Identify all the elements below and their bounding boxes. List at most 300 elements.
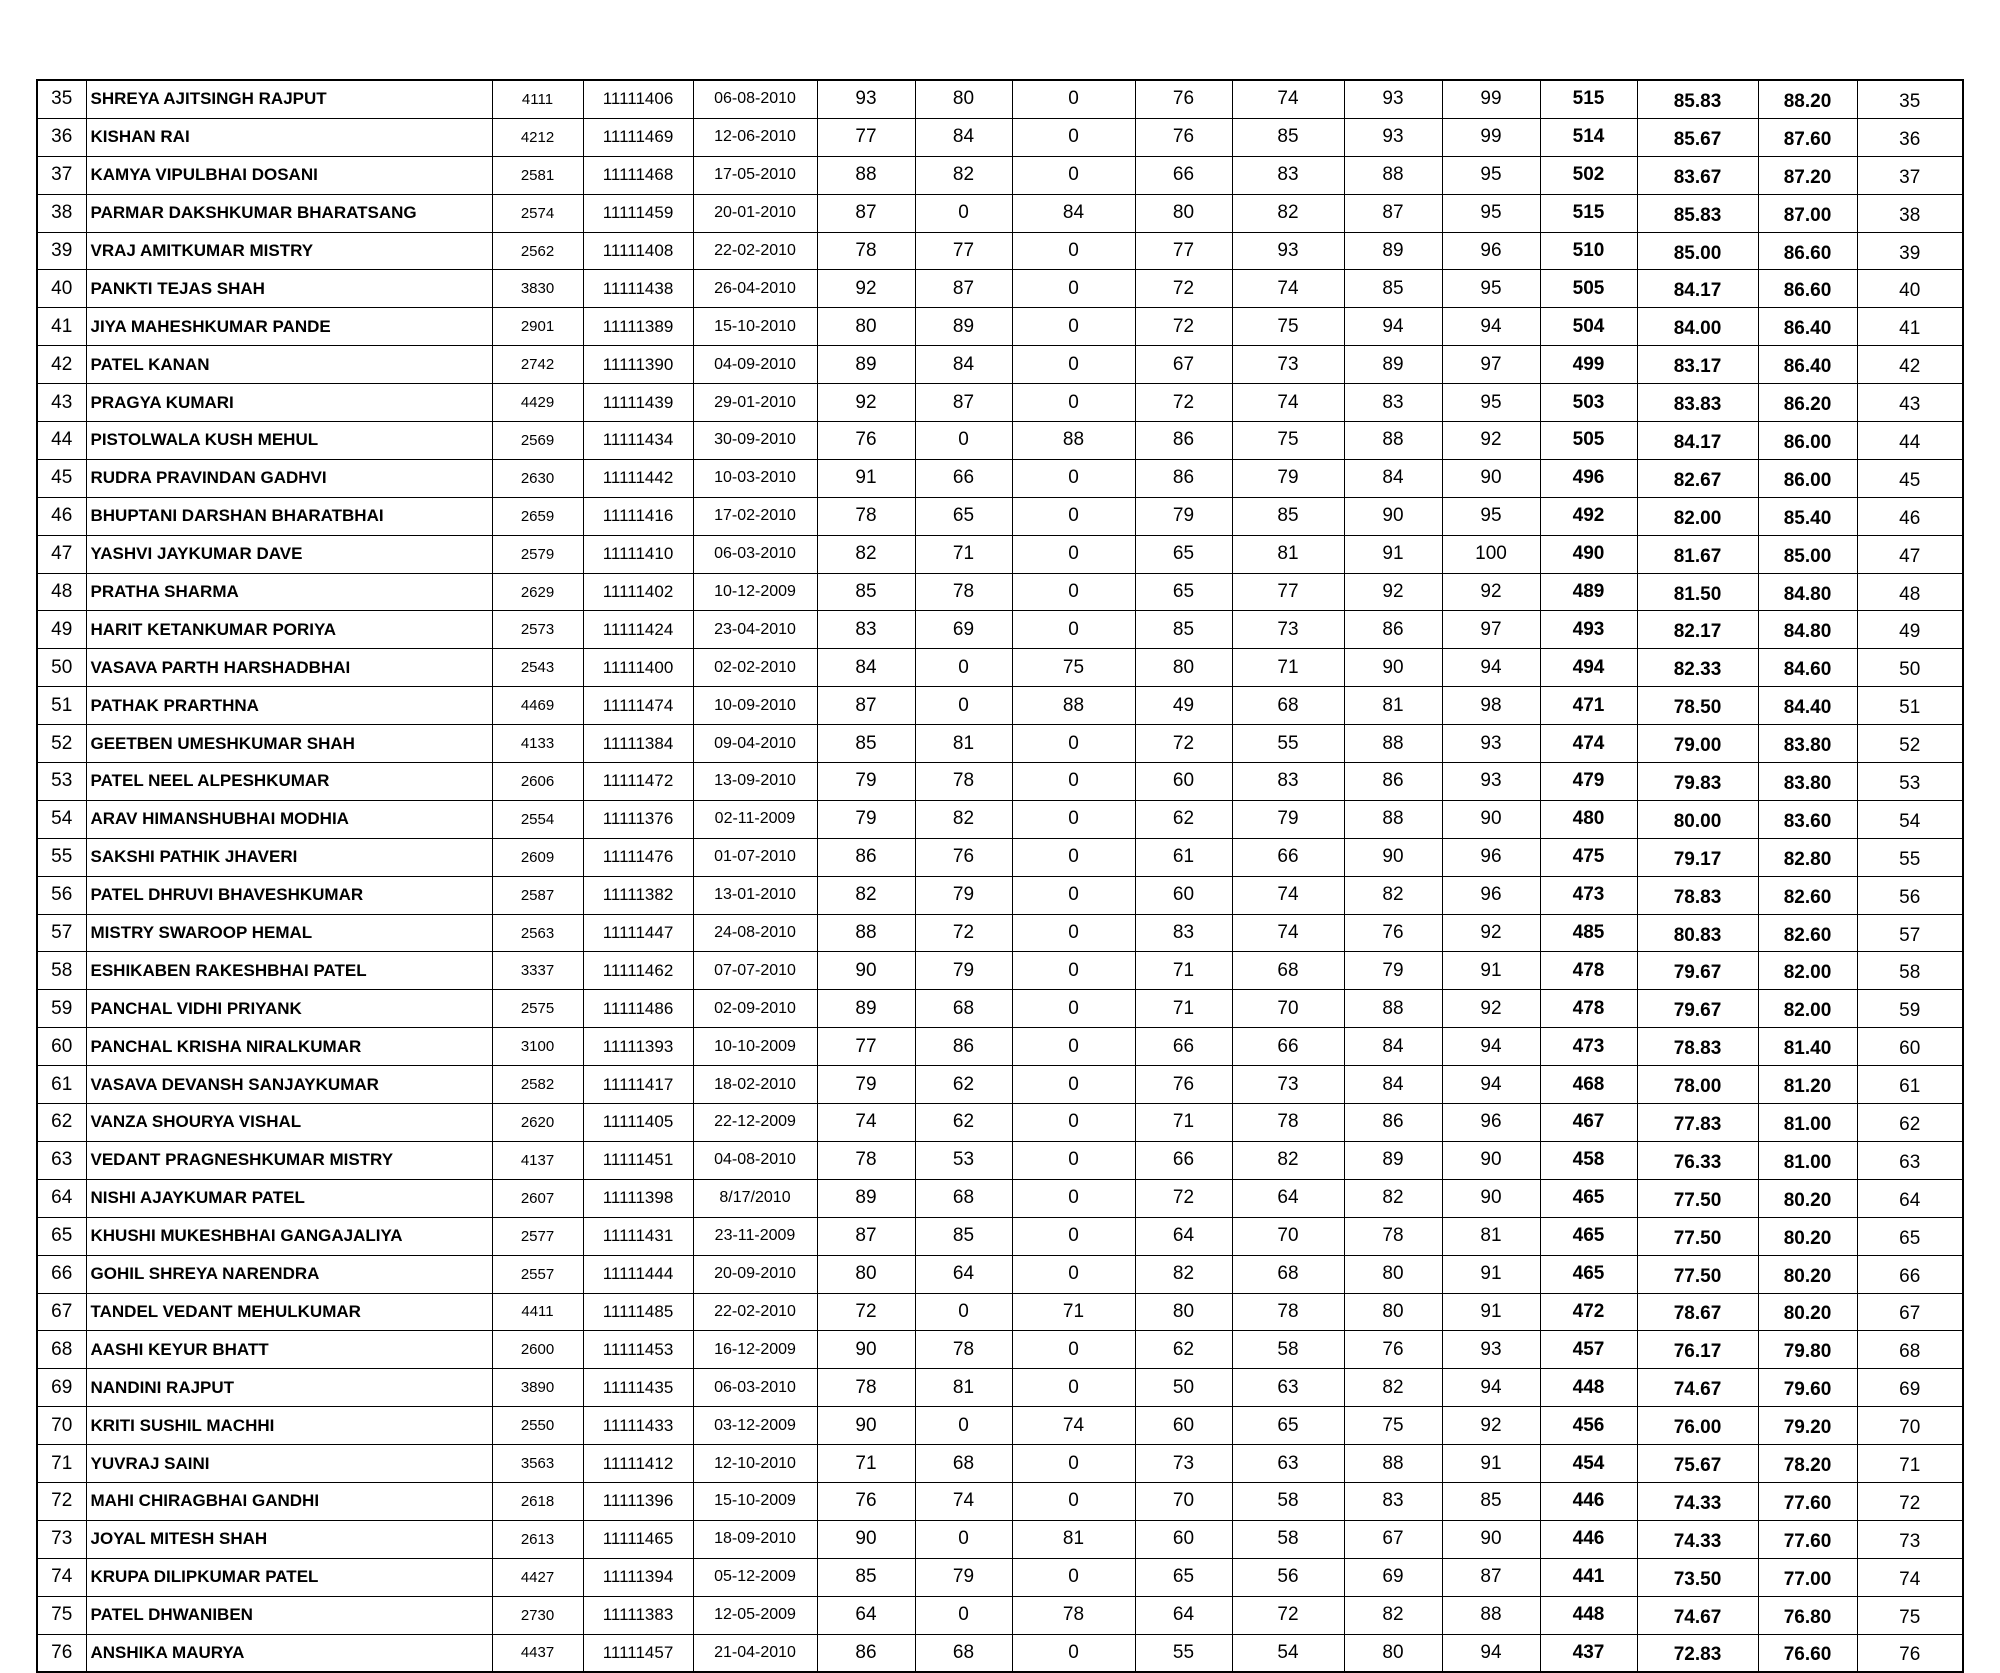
student-name-cell: MISTRY SWAROOP HEMAL [86, 914, 492, 952]
student-name-cell: TANDEL VEDANT MEHULKUMAR [86, 1293, 492, 1331]
subject-2-mark-cell: 78 [915, 1331, 1012, 1369]
student-id-cell: 11111406 [583, 80, 693, 118]
serial-number-cell: 65 [37, 1217, 86, 1255]
subject-6-mark-cell: 88 [1344, 800, 1442, 838]
subject-6-mark-cell: 84 [1344, 459, 1442, 497]
subject-6-mark-cell: 81 [1344, 687, 1442, 725]
subject-1-mark-cell: 93 [817, 80, 915, 118]
subject-6-mark-cell: 79 [1344, 952, 1442, 990]
subject-5-mark-cell: 74 [1232, 384, 1344, 422]
subject-6-mark-cell: 88 [1344, 1445, 1442, 1483]
roll-number-cell: 2562 [492, 232, 583, 270]
subject-4-mark-cell: 67 [1135, 346, 1232, 384]
birth-date-cell: 23-04-2010 [693, 611, 817, 649]
subject-1-mark-cell: 90 [817, 1331, 915, 1369]
student-id-cell: 11111476 [583, 838, 693, 876]
student-id-cell: 11111389 [583, 308, 693, 346]
total-marks-cell: 472 [1540, 1293, 1637, 1331]
subject-2-mark-cell: 85 [915, 1217, 1012, 1255]
subject-3-mark-cell: 0 [1012, 156, 1135, 194]
total-marks-cell: 514 [1540, 118, 1637, 156]
birth-date-cell: 17-05-2010 [693, 156, 817, 194]
best-five-percentage-cell: 81.00 [1758, 1141, 1857, 1179]
subject-3-mark-cell: 0 [1012, 573, 1135, 611]
birth-date-cell: 06-03-2010 [693, 535, 817, 573]
student-id-cell: 11111435 [583, 1369, 693, 1407]
serial-number-cell: 60 [37, 1028, 86, 1066]
subject-4-mark-cell: 65 [1135, 1558, 1232, 1596]
subject-4-mark-cell: 86 [1135, 422, 1232, 460]
roll-number-cell: 3563 [492, 1445, 583, 1483]
student-name-cell: VRAJ AMITKUMAR MISTRY [86, 232, 492, 270]
serial-number-cell: 69 [37, 1369, 86, 1407]
subject-5-mark-cell: 79 [1232, 800, 1344, 838]
student-name-cell: HARIT KETANKUMAR PORIYA [86, 611, 492, 649]
student-name-cell: PISTOLWALA KUSH MEHUL [86, 422, 492, 460]
rank-cell: 54 [1857, 800, 1963, 838]
subject-4-mark-cell: 60 [1135, 1520, 1232, 1558]
results-body [37, 80, 1963, 1672]
subject-2-mark-cell: 68 [915, 1445, 1012, 1483]
subject-4-mark-cell: 83 [1135, 914, 1232, 952]
total-marks-cell: 471 [1540, 687, 1637, 725]
roll-number-cell: 2550 [492, 1407, 583, 1445]
birth-date-cell: 13-09-2010 [693, 763, 817, 801]
subject-4-mark-cell: 76 [1135, 118, 1232, 156]
student-id-cell: 11111485 [583, 1293, 693, 1331]
best-five-percentage-cell: 81.20 [1758, 1066, 1857, 1104]
student-id-cell: 11111462 [583, 952, 693, 990]
subject-1-mark-cell: 90 [817, 1520, 915, 1558]
rank-cell: 68 [1857, 1331, 1963, 1369]
percentage-cell: 74.67 [1637, 1369, 1758, 1407]
roll-number-cell: 2620 [492, 1104, 583, 1142]
subject-3-mark-cell: 0 [1012, 1558, 1135, 1596]
subject-7-mark-cell: 95 [1442, 156, 1540, 194]
best-five-percentage-cell: 84.40 [1758, 687, 1857, 725]
results-table [36, 79, 1964, 1673]
serial-number-cell: 67 [37, 1293, 86, 1331]
student-id-cell: 11111408 [583, 232, 693, 270]
serial-number-cell: 53 [37, 763, 86, 801]
subject-5-mark-cell: 85 [1232, 118, 1344, 156]
subject-7-mark-cell: 94 [1442, 308, 1540, 346]
total-marks-cell: 475 [1540, 838, 1637, 876]
subject-2-mark-cell: 79 [915, 1558, 1012, 1596]
percentage-cell: 79.17 [1637, 838, 1758, 876]
percentage-cell: 83.67 [1637, 156, 1758, 194]
subject-1-mark-cell: 83 [817, 611, 915, 649]
table-row [37, 687, 1963, 725]
subject-7-mark-cell: 91 [1442, 1293, 1540, 1331]
serial-number-cell: 50 [37, 649, 86, 687]
student-name-cell: SAKSHI PATHIK JHAVERI [86, 838, 492, 876]
subject-1-mark-cell: 64 [817, 1596, 915, 1634]
subject-6-mark-cell: 93 [1344, 118, 1442, 156]
student-id-cell: 11111412 [583, 1445, 693, 1483]
best-five-percentage-cell: 82.60 [1758, 914, 1857, 952]
subject-4-mark-cell: 77 [1135, 232, 1232, 270]
birth-date-cell: 12-05-2009 [693, 1596, 817, 1634]
best-five-percentage-cell: 80.20 [1758, 1217, 1857, 1255]
rank-cell: 56 [1857, 876, 1963, 914]
student-name-cell: GOHIL SHREYA NARENDRA [86, 1255, 492, 1293]
birth-date-cell: 07-07-2010 [693, 952, 817, 990]
subject-2-mark-cell: 87 [915, 270, 1012, 308]
subject-4-mark-cell: 73 [1135, 1445, 1232, 1483]
student-name-cell: ANSHIKA MAURYA [86, 1634, 492, 1672]
best-five-percentage-cell: 83.80 [1758, 763, 1857, 801]
rank-cell: 70 [1857, 1407, 1963, 1445]
roll-number-cell: 2569 [492, 422, 583, 460]
percentage-cell: 84.00 [1637, 308, 1758, 346]
subject-1-mark-cell: 79 [817, 763, 915, 801]
total-marks-cell: 465 [1540, 1179, 1637, 1217]
subject-7-mark-cell: 97 [1442, 611, 1540, 649]
subject-2-mark-cell: 76 [915, 838, 1012, 876]
percentage-cell: 81.50 [1637, 573, 1758, 611]
subject-3-mark-cell: 0 [1012, 1369, 1135, 1407]
total-marks-cell: 456 [1540, 1407, 1637, 1445]
subject-7-mark-cell: 93 [1442, 1331, 1540, 1369]
table-row [37, 1066, 1963, 1104]
subject-3-mark-cell: 0 [1012, 535, 1135, 573]
roll-number-cell: 4469 [492, 687, 583, 725]
serial-number-cell: 72 [37, 1482, 86, 1520]
table-row [37, 194, 1963, 232]
best-five-percentage-cell: 77.60 [1758, 1520, 1857, 1558]
subject-3-mark-cell: 0 [1012, 838, 1135, 876]
percentage-cell: 78.50 [1637, 687, 1758, 725]
roll-number-cell: 2730 [492, 1596, 583, 1634]
student-name-cell: KISHAN RAI [86, 118, 492, 156]
student-name-cell: KRITI SUSHIL MACHHI [86, 1407, 492, 1445]
percentage-cell: 82.33 [1637, 649, 1758, 687]
subject-4-mark-cell: 80 [1135, 649, 1232, 687]
roll-number-cell: 2557 [492, 1255, 583, 1293]
student-id-cell: 11111474 [583, 687, 693, 725]
best-five-percentage-cell: 88.20 [1758, 80, 1857, 118]
student-id-cell: 11111417 [583, 1066, 693, 1104]
student-name-cell: PATEL DHWANIBEN [86, 1596, 492, 1634]
subject-4-mark-cell: 85 [1135, 611, 1232, 649]
best-five-percentage-cell: 82.80 [1758, 838, 1857, 876]
subject-3-mark-cell: 88 [1012, 422, 1135, 460]
subject-5-mark-cell: 63 [1232, 1369, 1344, 1407]
best-five-percentage-cell: 86.00 [1758, 422, 1857, 460]
table-row [37, 952, 1963, 990]
total-marks-cell: 480 [1540, 800, 1637, 838]
subject-6-mark-cell: 78 [1344, 1217, 1442, 1255]
percentage-cell: 84.17 [1637, 422, 1758, 460]
student-id-cell: 11111459 [583, 194, 693, 232]
serial-number-cell: 46 [37, 497, 86, 535]
student-name-cell: GEETBEN UMESHKUMAR SHAH [86, 725, 492, 763]
roll-number-cell: 4137 [492, 1141, 583, 1179]
serial-number-cell: 66 [37, 1255, 86, 1293]
subject-3-mark-cell: 0 [1012, 611, 1135, 649]
subject-6-mark-cell: 84 [1344, 1066, 1442, 1104]
subject-5-mark-cell: 73 [1232, 346, 1344, 384]
total-marks-cell: 454 [1540, 1445, 1637, 1483]
subject-1-mark-cell: 79 [817, 1066, 915, 1104]
roll-number-cell: 2618 [492, 1482, 583, 1520]
student-name-cell: PATHAK PRARTHNA [86, 687, 492, 725]
total-marks-cell: 441 [1540, 1558, 1637, 1596]
roll-number-cell: 2901 [492, 308, 583, 346]
roll-number-cell: 4111 [492, 80, 583, 118]
subject-4-mark-cell: 66 [1135, 1141, 1232, 1179]
subject-3-mark-cell: 0 [1012, 232, 1135, 270]
rank-cell: 42 [1857, 346, 1963, 384]
subject-4-mark-cell: 50 [1135, 1369, 1232, 1407]
table-row [37, 346, 1963, 384]
student-name-cell: SHREYA AJITSINGH RAJPUT [86, 80, 492, 118]
rank-cell: 48 [1857, 573, 1963, 611]
student-id-cell: 11111439 [583, 384, 693, 422]
subject-1-mark-cell: 84 [817, 649, 915, 687]
subject-2-mark-cell: 0 [915, 1293, 1012, 1331]
percentage-cell: 78.83 [1637, 876, 1758, 914]
serial-number-cell: 57 [37, 914, 86, 952]
student-name-cell: KAMYA VIPULBHAI DOSANI [86, 156, 492, 194]
percentage-cell: 80.00 [1637, 800, 1758, 838]
student-name-cell: PANCHAL KRISHA NIRALKUMAR [86, 1028, 492, 1066]
subject-2-mark-cell: 78 [915, 573, 1012, 611]
subject-2-mark-cell: 87 [915, 384, 1012, 422]
serial-number-cell: 68 [37, 1331, 86, 1369]
subject-2-mark-cell: 0 [915, 194, 1012, 232]
student-id-cell: 11111394 [583, 1558, 693, 1596]
subject-6-mark-cell: 75 [1344, 1407, 1442, 1445]
subject-4-mark-cell: 72 [1135, 384, 1232, 422]
rank-cell: 37 [1857, 156, 1963, 194]
percentage-cell: 76.00 [1637, 1407, 1758, 1445]
subject-4-mark-cell: 60 [1135, 763, 1232, 801]
subject-3-mark-cell: 0 [1012, 1445, 1135, 1483]
rank-cell: 58 [1857, 952, 1963, 990]
best-five-percentage-cell: 79.60 [1758, 1369, 1857, 1407]
subject-7-mark-cell: 97 [1442, 346, 1540, 384]
subject-5-mark-cell: 77 [1232, 573, 1344, 611]
subject-3-mark-cell: 0 [1012, 876, 1135, 914]
rank-cell: 40 [1857, 270, 1963, 308]
student-id-cell: 11111396 [583, 1482, 693, 1520]
subject-1-mark-cell: 76 [817, 1482, 915, 1520]
student-id-cell: 11111400 [583, 649, 693, 687]
subject-6-mark-cell: 85 [1344, 270, 1442, 308]
subject-3-mark-cell: 81 [1012, 1520, 1135, 1558]
subject-7-mark-cell: 94 [1442, 1634, 1540, 1672]
subject-5-mark-cell: 54 [1232, 1634, 1344, 1672]
subject-7-mark-cell: 95 [1442, 194, 1540, 232]
serial-number-cell: 63 [37, 1141, 86, 1179]
table-row [37, 1255, 1963, 1293]
subject-1-mark-cell: 78 [817, 1141, 915, 1179]
percentage-cell: 79.67 [1637, 952, 1758, 990]
total-marks-cell: 465 [1540, 1255, 1637, 1293]
birth-date-cell: 03-12-2009 [693, 1407, 817, 1445]
subject-3-mark-cell: 0 [1012, 990, 1135, 1028]
birth-date-cell: 01-07-2010 [693, 838, 817, 876]
best-five-percentage-cell: 76.60 [1758, 1634, 1857, 1672]
subject-7-mark-cell: 92 [1442, 573, 1540, 611]
subject-7-mark-cell: 93 [1442, 763, 1540, 801]
subject-5-mark-cell: 82 [1232, 194, 1344, 232]
table-row [37, 270, 1963, 308]
subject-6-mark-cell: 94 [1344, 308, 1442, 346]
subject-6-mark-cell: 92 [1344, 573, 1442, 611]
birth-date-cell: 30-09-2010 [693, 422, 817, 460]
subject-7-mark-cell: 91 [1442, 1445, 1540, 1483]
rank-cell: 69 [1857, 1369, 1963, 1407]
total-marks-cell: 474 [1540, 725, 1637, 763]
subject-5-mark-cell: 68 [1232, 952, 1344, 990]
subject-3-mark-cell: 0 [1012, 1141, 1135, 1179]
table-row [37, 1104, 1963, 1142]
rank-cell: 39 [1857, 232, 1963, 270]
subject-3-mark-cell: 71 [1012, 1293, 1135, 1331]
student-id-cell: 11111457 [583, 1634, 693, 1672]
total-marks-cell: 478 [1540, 952, 1637, 990]
subject-3-mark-cell: 0 [1012, 914, 1135, 952]
subject-1-mark-cell: 90 [817, 952, 915, 990]
rank-cell: 73 [1857, 1520, 1963, 1558]
table-row [37, 990, 1963, 1028]
table-row [37, 1520, 1963, 1558]
serial-number-cell: 62 [37, 1104, 86, 1142]
subject-1-mark-cell: 86 [817, 1634, 915, 1672]
subject-2-mark-cell: 72 [915, 914, 1012, 952]
serial-number-cell: 76 [37, 1634, 86, 1672]
subject-6-mark-cell: 80 [1344, 1255, 1442, 1293]
subject-2-mark-cell: 0 [915, 687, 1012, 725]
roll-number-cell: 2563 [492, 914, 583, 952]
table-row [37, 535, 1963, 573]
subject-6-mark-cell: 86 [1344, 1104, 1442, 1142]
table-row [37, 876, 1963, 914]
rank-cell: 50 [1857, 649, 1963, 687]
student-name-cell: VASAVA DEVANSH SANJAYKUMAR [86, 1066, 492, 1104]
subject-5-mark-cell: 68 [1232, 1255, 1344, 1293]
percentage-cell: 85.83 [1637, 80, 1758, 118]
subject-4-mark-cell: 72 [1135, 725, 1232, 763]
percentage-cell: 77.50 [1637, 1179, 1758, 1217]
roll-number-cell: 2581 [492, 156, 583, 194]
birth-date-cell: 04-08-2010 [693, 1141, 817, 1179]
total-marks-cell: 489 [1540, 573, 1637, 611]
subject-4-mark-cell: 76 [1135, 1066, 1232, 1104]
subject-4-mark-cell: 64 [1135, 1217, 1232, 1255]
serial-number-cell: 55 [37, 838, 86, 876]
subject-2-mark-cell: 82 [915, 156, 1012, 194]
subject-2-mark-cell: 79 [915, 876, 1012, 914]
subject-6-mark-cell: 82 [1344, 1179, 1442, 1217]
subject-1-mark-cell: 79 [817, 800, 915, 838]
serial-number-cell: 36 [37, 118, 86, 156]
total-marks-cell: 510 [1540, 232, 1637, 270]
subject-1-mark-cell: 80 [817, 308, 915, 346]
serial-number-cell: 73 [37, 1520, 86, 1558]
student-name-cell: JOYAL MITESH SHAH [86, 1520, 492, 1558]
roll-number-cell: 2659 [492, 497, 583, 535]
serial-number-cell: 70 [37, 1407, 86, 1445]
subject-4-mark-cell: 72 [1135, 308, 1232, 346]
total-marks-cell: 485 [1540, 914, 1637, 952]
rank-cell: 61 [1857, 1066, 1963, 1104]
subject-4-mark-cell: 64 [1135, 1596, 1232, 1634]
subject-6-mark-cell: 86 [1344, 763, 1442, 801]
best-five-percentage-cell: 83.60 [1758, 800, 1857, 838]
subject-2-mark-cell: 68 [915, 990, 1012, 1028]
serial-number-cell: 35 [37, 80, 86, 118]
roll-number-cell: 2742 [492, 346, 583, 384]
subject-3-mark-cell: 0 [1012, 763, 1135, 801]
percentage-cell: 77.50 [1637, 1255, 1758, 1293]
subject-7-mark-cell: 92 [1442, 914, 1540, 952]
best-five-percentage-cell: 82.00 [1758, 952, 1857, 990]
subject-3-mark-cell: 0 [1012, 497, 1135, 535]
roll-number-cell: 2554 [492, 800, 583, 838]
subject-6-mark-cell: 90 [1344, 497, 1442, 535]
subject-3-mark-cell: 0 [1012, 1482, 1135, 1520]
birth-date-cell: 10-10-2009 [693, 1028, 817, 1066]
subject-1-mark-cell: 89 [817, 346, 915, 384]
student-id-cell: 11111393 [583, 1028, 693, 1066]
table-row [37, 1445, 1963, 1483]
birth-date-cell: 8/17/2010 [693, 1179, 817, 1217]
subject-2-mark-cell: 66 [915, 459, 1012, 497]
table-row [37, 1634, 1963, 1672]
subject-6-mark-cell: 84 [1344, 1028, 1442, 1066]
subject-2-mark-cell: 62 [915, 1066, 1012, 1104]
percentage-cell: 76.17 [1637, 1331, 1758, 1369]
table-row [37, 800, 1963, 838]
subject-3-mark-cell: 0 [1012, 1255, 1135, 1293]
student-id-cell: 11111434 [583, 422, 693, 460]
subject-4-mark-cell: 66 [1135, 156, 1232, 194]
subject-7-mark-cell: 95 [1442, 497, 1540, 535]
subject-5-mark-cell: 55 [1232, 725, 1344, 763]
subject-5-mark-cell: 72 [1232, 1596, 1344, 1634]
subject-3-mark-cell: 0 [1012, 459, 1135, 497]
subject-7-mark-cell: 92 [1442, 422, 1540, 460]
table-row [37, 459, 1963, 497]
table-row [37, 763, 1963, 801]
serial-number-cell: 39 [37, 232, 86, 270]
student-id-cell: 11111442 [583, 459, 693, 497]
subject-1-mark-cell: 86 [817, 838, 915, 876]
table-row [37, 1369, 1963, 1407]
subject-6-mark-cell: 82 [1344, 876, 1442, 914]
table-row [37, 1179, 1963, 1217]
percentage-cell: 83.17 [1637, 346, 1758, 384]
student-id-cell: 11111453 [583, 1331, 693, 1369]
subject-7-mark-cell: 90 [1442, 1520, 1540, 1558]
subject-1-mark-cell: 85 [817, 1558, 915, 1596]
subject-1-mark-cell: 88 [817, 914, 915, 952]
percentage-cell: 72.83 [1637, 1634, 1758, 1672]
subject-7-mark-cell: 96 [1442, 876, 1540, 914]
student-id-cell: 11111438 [583, 270, 693, 308]
student-name-cell: AASHI KEYUR BHATT [86, 1331, 492, 1369]
subject-5-mark-cell: 66 [1232, 838, 1344, 876]
serial-number-cell: 42 [37, 346, 86, 384]
subject-2-mark-cell: 82 [915, 800, 1012, 838]
subject-7-mark-cell: 95 [1442, 270, 1540, 308]
subject-2-mark-cell: 71 [915, 535, 1012, 573]
birth-date-cell: 23-11-2009 [693, 1217, 817, 1255]
